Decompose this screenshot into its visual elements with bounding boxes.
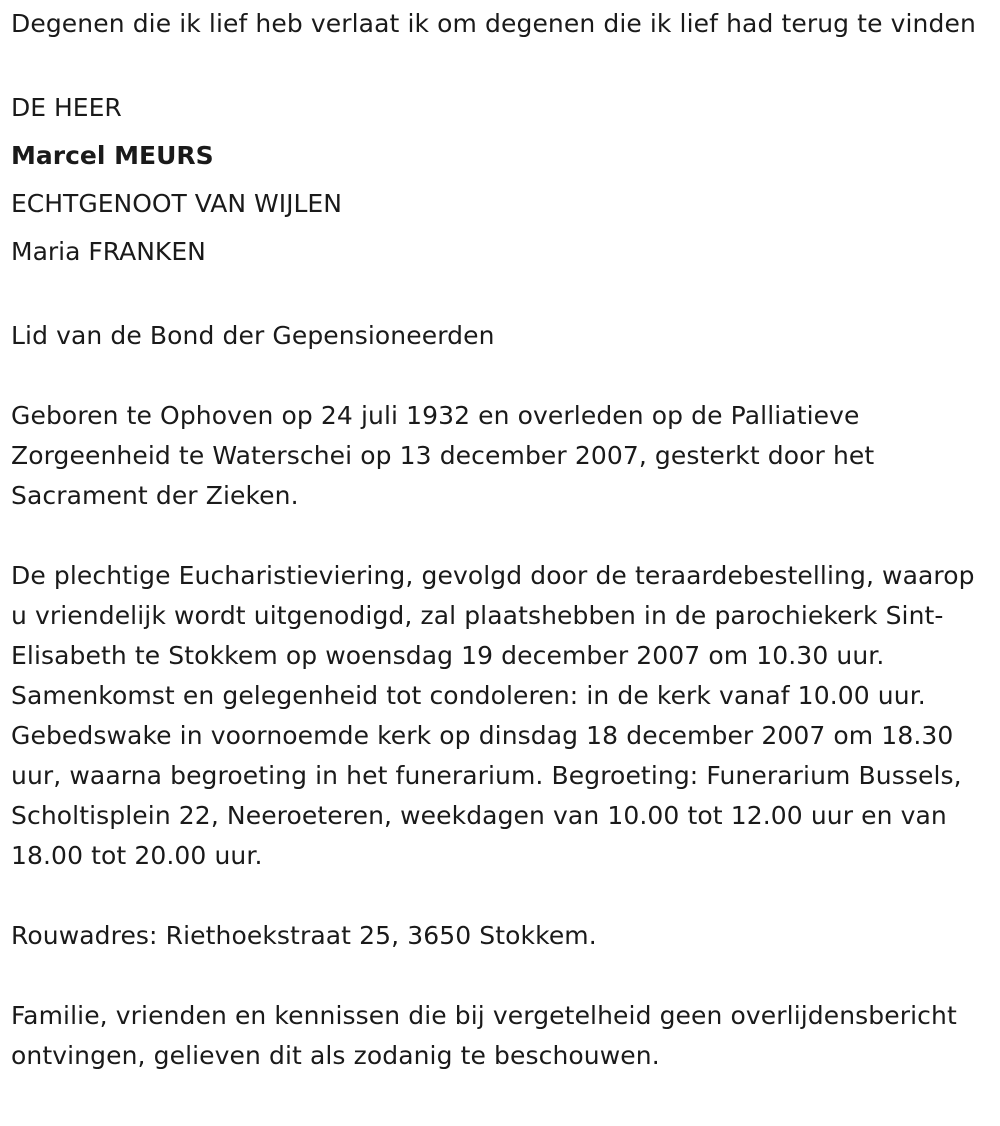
closing-text: Familie, vrienden en kennissen die bij vergetelheid geen overlijdensbericht ontvingen, gelieven dit als zodanig te beschouwen. bbox=[11, 1001, 957, 1070]
birth-death-text: Geboren te Ophoven op 24 juli 1932 en overleden op de Palliatieve Zorgeenheid te Waterschei op 13 december 2007, gesterkt door het Sacrament der Zieken. bbox=[11, 401, 875, 510]
motto-text: Degenen die ik lief heb verlaat ik om degenen die ik lief had terug te vinden bbox=[11, 9, 976, 38]
deceased-name: Marcel MEURS bbox=[11, 141, 214, 170]
ceremony-text: De plechtige Eucharistieviering, gevolgd door de teraardebestelling, waarop u vriendelijk wordt uitgenodigd, zal plaatshebben in de parochiekerk Sint-Elisabeth te Stokkem op woensdag 19 december 2007 om 10.30 uur. Samenkomst en gelegenheid tot condoleren: in de kerk vanaf 10.00 uur. Gebedswake in voornoemde kerk op dinsdag 18 december 2007 om 18.30 uur, waarna begroeting in het funerarium. Begroeting: Funerarium Bussels, Scholtisplein 22, Neeroeteren, weekdagen van 10.00 tot 12.00 uur en van 18.00 tot 20.00 uur. bbox=[11, 561, 975, 870]
deceased-title: DE HEER bbox=[11, 93, 122, 122]
address-text: Rouwadres: Riethoekstraat 25, 3650 Stokkem. bbox=[11, 921, 597, 950]
membership-text: Lid van de Bond der Gepensioneerden bbox=[11, 321, 495, 350]
deceased-relation: ECHTGENOOT VAN WIJLEN bbox=[11, 189, 342, 218]
deceased-block bbox=[11, 84, 1000, 276]
spouse-name: Maria FRANKEN bbox=[11, 237, 206, 266]
